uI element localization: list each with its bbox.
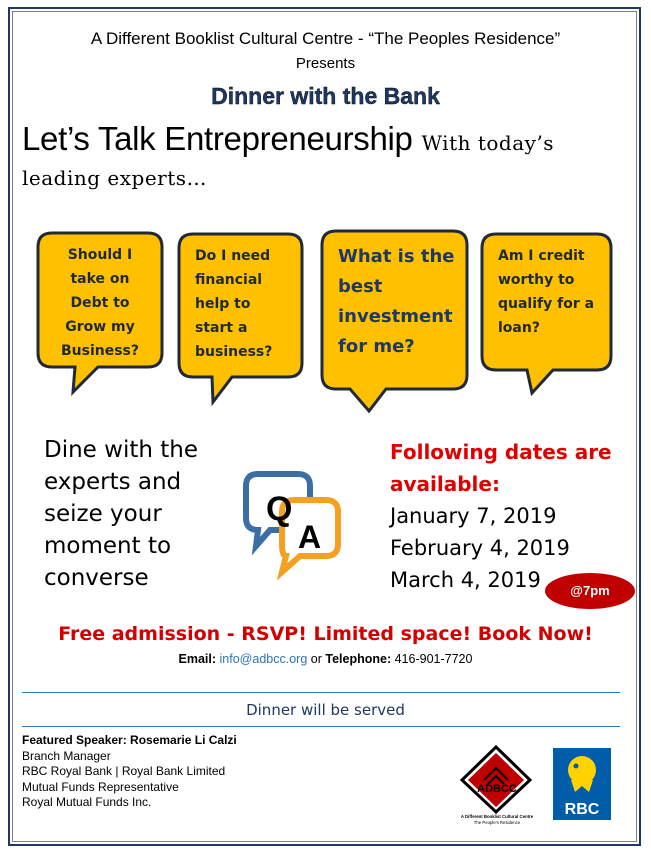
free-admission-text: Free admission - RSVP! Limited space! Book Now! — [58, 623, 593, 645]
qa-speech-bubbles-icon — [238, 468, 348, 580]
presents-text: Presents — [295, 55, 356, 72]
time-badge: @7pm — [545, 573, 635, 609]
speaker-line: Royal Mutual Funds Inc. — [22, 795, 152, 810]
rbc-wordmark: RBC — [564, 801, 600, 818]
question-2-text: Do I need financial help to start a business? — [195, 248, 273, 360]
or-text: or — [310, 652, 322, 666]
event-title: Dinner with the Bank — [211, 83, 440, 109]
date-item: February 4, 2019 — [390, 536, 570, 560]
email-label: Email: — [178, 652, 217, 666]
dine-with-experts-text: Dine with the experts and seize your moment to converse — [44, 437, 198, 591]
question-1-text: Should I take on Debt to Grow my Business? — [60, 247, 140, 359]
qa-icon-q: Q — [266, 490, 293, 528]
rbc-logo — [553, 748, 611, 820]
divider-top — [22, 692, 620, 693]
question-4-text: Am I credit worthy to qualify for a loan? — [498, 248, 595, 336]
speaker-line: Mutual Funds Representative — [22, 779, 179, 794]
organization-name: A Different Booklist Cultural Centre - “The Peoples Residence” — [90, 29, 561, 48]
speaker-block — [22, 733, 237, 811]
speaker-line: Branch Manager — [22, 748, 111, 763]
qa-icon-a: A — [298, 519, 322, 555]
headline-line2: leading experts… — [22, 166, 208, 190]
date-item: March 4, 2019 — [390, 568, 541, 592]
contact-line — [0, 652, 651, 666]
adbcc-mark: ADBCC — [477, 783, 517, 795]
adbcc-logo — [456, 744, 538, 826]
telephone-label: Telephone: — [325, 652, 392, 666]
speaker-line: RBC Royal Bank | Royal Bank Limited — [22, 764, 226, 779]
question-3-text: What is the best investment for me? — [338, 246, 455, 357]
divider-bottom — [22, 726, 620, 727]
telephone-number: 416-901-7720 — [394, 652, 473, 666]
rbc-lion-icon — [568, 756, 596, 784]
dinner-served-text: Dinner will be served — [246, 701, 405, 719]
speaker-title: Featured Speaker: Rosemarie Li Calzi — [22, 733, 237, 747]
adbcc-name: A Different Booklist Cultural Centre — [460, 814, 534, 819]
headline-main: Let’s Talk Entrepreneurship — [22, 120, 413, 157]
adbcc-sub: The People's Residence — [473, 820, 521, 825]
date-item: January 7, 2019 — [390, 504, 557, 528]
headline-tail: With today’s — [421, 131, 555, 155]
email-link[interactable]: info@adbcc.org — [219, 652, 308, 666]
dates-heading: Following dates are available: — [390, 440, 612, 496]
